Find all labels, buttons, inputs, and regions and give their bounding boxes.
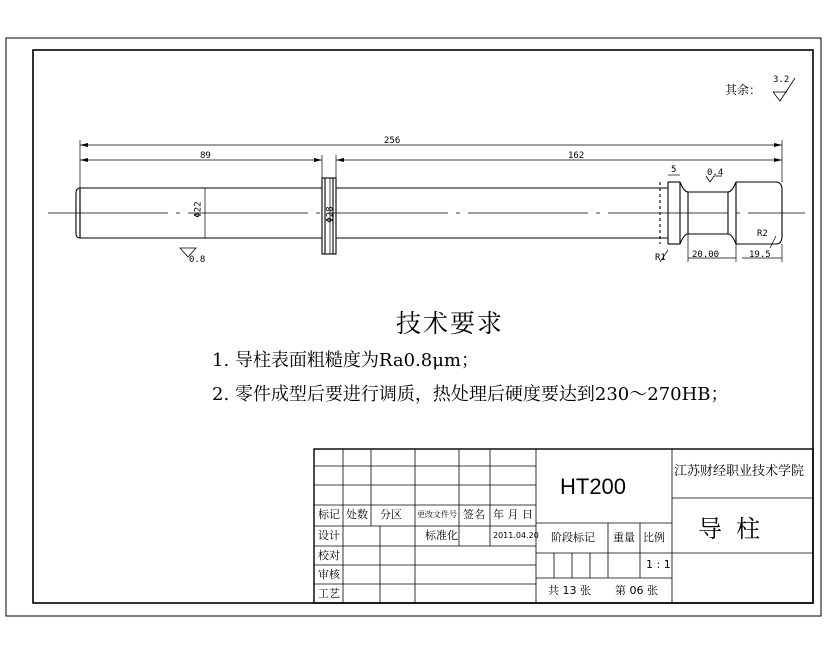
dimension-arrows [80, 143, 782, 162]
label-scale: 比例 [643, 531, 665, 544]
sheet-count: 共 13 张 [548, 584, 591, 597]
roughness-groove-value: 0.4 [707, 168, 724, 178]
label-design: 设计 [318, 529, 340, 542]
shaft-outline [76, 178, 782, 254]
roughness-left-value: 0.8 [189, 255, 206, 265]
label-weight: 重量 [613, 531, 635, 544]
part-name: 导柱 [698, 515, 774, 543]
label-change-doc: 更改文件号 [417, 510, 457, 519]
dim-total-length: 256 [384, 136, 401, 146]
tech-requirement-1: 1. 导柱表面粗糙度为Ra0.8μm； [212, 350, 479, 371]
school-name: 江苏财经职业技术学院 [674, 464, 805, 479]
dim-left-diameter: Φ22 [193, 201, 204, 218]
label-stage-mark: 阶段标记 [551, 531, 595, 544]
sheet-number: 第 06 张 [615, 584, 658, 597]
dim-right-length: 162 [568, 151, 585, 161]
label-date: 年 月 日 [493, 508, 533, 521]
dim-collar-diameter: Φ28 [325, 206, 336, 223]
label-review: 审核 [318, 568, 340, 581]
dim-seg-19: 19.5 [749, 250, 771, 260]
roughness-symbol-icon [180, 75, 795, 257]
label-mark: 标记 [318, 508, 340, 521]
scale-value: 1 : 1 [646, 558, 671, 571]
tech-requirements-heading: 技术要求 [396, 309, 505, 338]
date-value: 2011.04.20 [493, 531, 539, 540]
dim-fillet-left: R1 [655, 253, 666, 263]
dim-fillet-right: R2 [757, 229, 768, 239]
roughness-note-value: 3.2 [773, 75, 790, 85]
dim-left-length: 89 [200, 151, 211, 161]
dim-groove-width: 5 [671, 165, 677, 175]
tech-requirement-2: 2. 零件成型后要进行调质，热处理后硬度要达到230～270HB； [212, 384, 729, 405]
label-standardize: 标准化 [425, 529, 458, 542]
label-process: 工艺 [318, 587, 340, 600]
label-sign: 签名 [463, 508, 485, 521]
label-count: 处数 [346, 508, 368, 521]
material-label: HT200 [560, 474, 627, 499]
label-check: 校对 [318, 549, 340, 562]
dim-seg-20: 20.00 [692, 250, 720, 260]
roughness-note: 其余： [725, 83, 762, 97]
label-zone: 分区 [380, 508, 402, 521]
